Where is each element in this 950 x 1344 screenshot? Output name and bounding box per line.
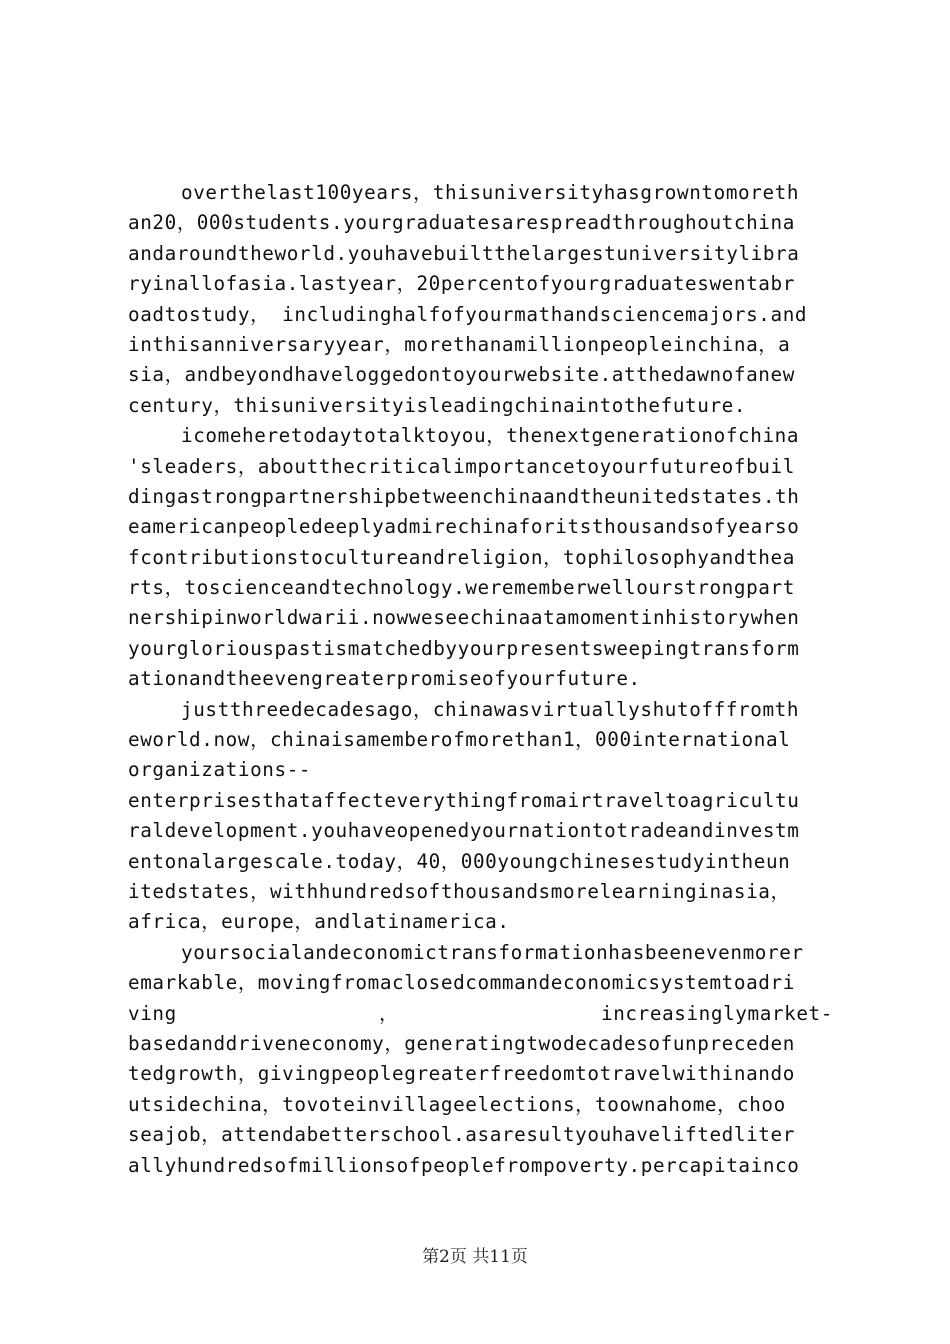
text-line: sia，andbeyondhaveloggedontoyourwebsite.atthedawnofanew (128, 363, 795, 387)
text-line: emarkable，movingfromaclosedcommandeconomicsystemtoadri (128, 971, 795, 995)
text-line: andaroundtheworld.youhavebuiltthelargestuniversitylibra (128, 241, 800, 265)
text-line: fcontributionstocultureandreligion，tophilosophyandthea (128, 545, 795, 569)
text-line: overthelast100years，thisuniversityhasgrowntomoreth (181, 181, 800, 204)
text-line: africa，europe，andlatinamerica. (128, 910, 510, 934)
text-line: entonalargescale.today，40，000youngchinesestudyintheun (128, 849, 791, 873)
text-line: raldevelopment.youhaveopenedyournationtotradeandinvestm (128, 819, 800, 843)
text-line: enterprisesthataffecteverythingfromairtraveltoagricultu (128, 788, 800, 812)
text-segment: ， (378, 1001, 399, 1025)
text-line: seajob，attendabetterschool.asaresultyouhaveliftedliter (128, 1123, 795, 1147)
text-line: 'sleaders，aboutthecriticalimportancetoyourfutureofbuil (128, 454, 795, 478)
text-line: dingastrongpartnershipbetweenchinaandtheunitedstates.th (128, 484, 800, 508)
text-line: justthreedecadesago，chinawasvirtuallyshutofffromth (181, 697, 800, 721)
text-segment: increasinglymarket- (601, 1001, 833, 1025)
text-line: utsidechina，tovoteinvillageelections，toownahome，choo (128, 1092, 786, 1116)
text-line: organizations-- (128, 758, 312, 782)
page-footer: 第2页 共11页 (422, 1247, 528, 1267)
text-line-justified (128, 999, 833, 1029)
text-line: icomeheretodaytotalktoyou，thenextgenerationofchina (181, 424, 800, 448)
text-line: oadtostudy， includinghalfofyourmathandsciencemajors.and (128, 302, 808, 326)
text-line: ationandtheevengreaterpromiseofyourfuture. (128, 667, 641, 691)
text-line: ryinallofasia.lastyear，20percentofyourgraduateswentabr (128, 272, 795, 296)
text-line: an20，000students.yourgraduatesarespreadthroughoutchina (128, 211, 795, 235)
text-line: nershipinworldwarii.nowweseechinaatamomentinhistorywhen (128, 606, 800, 630)
text-line: tedgrowth，givingpeoplegreaterfreedomtotravelwithinando (128, 1062, 795, 1086)
text-line: basedanddriveneconomy，generatingtwodecadesofunpreceden (128, 1031, 795, 1055)
text-line: yourgloriouspastismatchedbyyourpresentsweepingtransform (128, 636, 800, 660)
text-segment: ving (128, 1001, 177, 1025)
text-line: century，thisuniversityisleadingchinaintothefuture. (128, 393, 747, 417)
text-line: eamericanpeopledeeplyadmirechinaforitsthousandsofyearso (128, 515, 800, 539)
text-line: inthisanniversaryyear，morethanamillionpeopleinchina，a (128, 332, 791, 356)
text-line: rts，toscienceandtechnology.werememberwellourstrongpart (128, 576, 795, 600)
text-line: eworld.now，chinaisamemberofmorethan1，000international (128, 728, 791, 752)
text-line: itedstates，withhundredsofthousandsmorelearninginasia， (128, 879, 791, 903)
text-line: allyhundredsofmillionsofpeoplefrompoverty.percapitainco (128, 1153, 800, 1177)
text-line: yoursocialandeconomictransformationhasbeenevenmorer (181, 940, 804, 964)
document-body (128, 178, 833, 1181)
